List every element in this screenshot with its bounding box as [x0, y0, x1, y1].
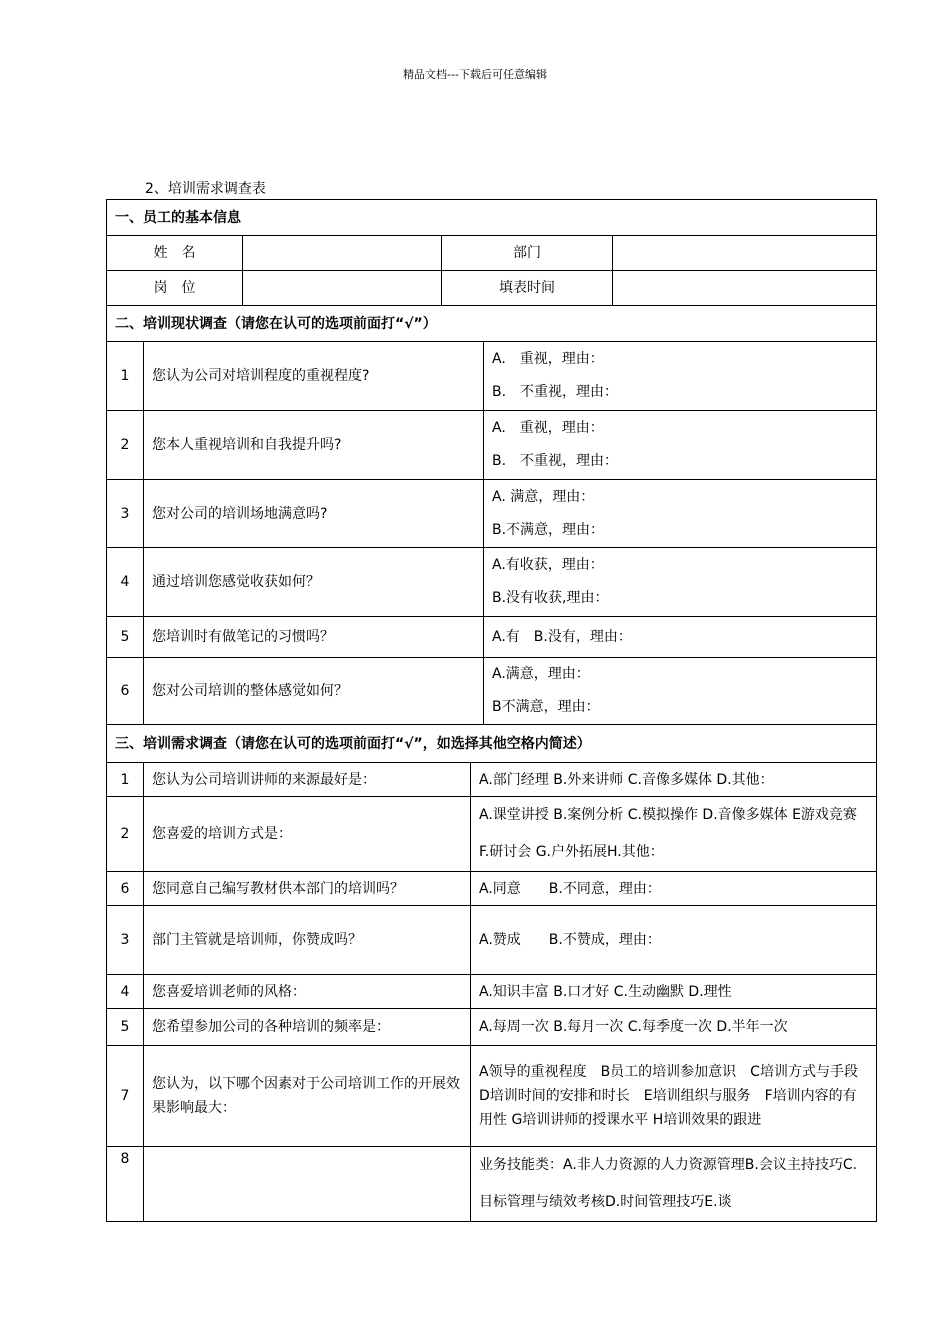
date-label: 填表时间 — [442, 271, 613, 306]
table-row — [107, 1046, 877, 1147]
page-header: 精品文档---下载后可任意编辑 — [403, 68, 547, 81]
question: 您认为公司对培训程度的重视程度? — [144, 342, 484, 411]
question: 您对公司的培训场地满意吗? — [144, 480, 484, 548]
option-a[interactable]: A.有收获，理由： — [492, 557, 604, 573]
answer-options[interactable] — [484, 658, 877, 725]
question: 您喜爱培训老师的风格： — [144, 975, 471, 1009]
question: 您认为，以下哪个因素对于公司培训工作的开展效果影响最大： — [144, 1046, 471, 1147]
question: 您同意自己编写教材供本部门的培训吗？ — [144, 872, 471, 906]
option-b[interactable]: B.没有收获,理由： — [492, 590, 609, 606]
row-number: 8 — [107, 1147, 144, 1222]
row-number: 4 — [107, 975, 144, 1009]
answer-options[interactable]: 业务技能类：A.非人力资源的人力资源管理B.会议主持技巧C.目标管理与绩效考核D.时间管理技巧E.谈 — [471, 1147, 877, 1222]
table-row — [107, 1009, 877, 1046]
row-number: 4 — [107, 548, 144, 617]
answer-options[interactable]: A.课堂讲授 B.案例分析 C.模拟操作 D.音像多媒体 E游戏竞赛 F.研讨会 G.户外拓展H.其他： — [471, 797, 877, 872]
row-number: 6 — [107, 658, 144, 725]
section3-heading: 三、培训需求调查（请您在认可的选项前面打“√”，如选择其他空格内简述） — [107, 725, 877, 763]
table-row — [107, 548, 877, 617]
training-needs-table — [106, 724, 877, 1222]
row-number: 2 — [107, 797, 144, 872]
basic-info-table — [106, 199, 877, 342]
answer-options[interactable]: A.知识丰富 B.口才好 C.生动幽默 D.理性 — [471, 975, 877, 1009]
answer-options[interactable]: A.赞成 B.不赞成，理由： — [471, 906, 877, 975]
date-field[interactable] — [613, 271, 877, 306]
answer-options[interactable] — [484, 411, 877, 480]
table-row — [107, 763, 877, 797]
section1-heading: 一、员工的基本信息 — [107, 200, 877, 236]
option-b[interactable]: B不满意，理由： — [492, 699, 600, 715]
question: 通过培训您感觉收获如何？ — [144, 548, 484, 617]
question: 您认为公司培训讲师的来源最好是： — [144, 763, 471, 797]
answer-options[interactable]: A.同意 B.不同意，理由： — [471, 872, 877, 906]
dept-label: 部门 — [442, 236, 613, 271]
option-a[interactable]: A. 满意，理由： — [492, 488, 595, 505]
question: 您喜爱的培训方式是： — [144, 797, 471, 872]
answer-options[interactable] — [484, 342, 877, 411]
position-field[interactable] — [243, 271, 442, 306]
row-number: 6 — [107, 872, 144, 906]
row-number: 3 — [107, 906, 144, 975]
option-a[interactable]: A. 重视，理由： — [492, 420, 604, 436]
table-row — [107, 480, 877, 548]
row-number: 7 — [107, 1046, 144, 1147]
table-row — [107, 797, 877, 872]
form-title: 2、培训需求调查表 — [145, 181, 266, 197]
answer-options[interactable]: A.有 B.没有，理由： — [484, 617, 877, 658]
option-b[interactable]: B. 不重视，理由： — [492, 453, 619, 469]
row-number: 2 — [107, 411, 144, 480]
option-b[interactable]: B. 不重视，理由： — [492, 384, 619, 400]
row-number: 1 — [107, 763, 144, 797]
training-status-table — [106, 341, 877, 725]
table-row — [107, 342, 877, 411]
option-a[interactable]: A.满意，理由： — [492, 666, 590, 682]
table-row — [107, 658, 877, 725]
row-number: 3 — [107, 480, 144, 548]
option-a[interactable]: A. 重视，理由： — [492, 351, 604, 367]
table-row — [107, 872, 877, 906]
question: 您希望参加公司的各种培训的频率是： — [144, 1009, 471, 1046]
name-label: 姓 名 — [107, 236, 243, 271]
position-label: 岗 位 — [107, 271, 243, 306]
question: 您本人重视培训和自我提升吗? — [144, 411, 484, 480]
name-field[interactable] — [243, 236, 442, 271]
question: 您培训时有做笔记的习惯吗？ — [144, 617, 484, 658]
question — [144, 1147, 471, 1222]
table-row — [107, 411, 877, 480]
answer-options[interactable]: A.部门经理 B.外来讲师 C.音像多媒体 D.其他： — [471, 763, 877, 797]
row-number: 5 — [107, 617, 144, 658]
table-row — [107, 1147, 877, 1222]
answer-options[interactable]: A领导的重视程度 B员工的培训参加意识 C培训方式与手段 D培训时间的安排和时长 E培训组织与服务 F培训内容的有用性 G培训讲师的授课水平 H培训效果的跟进 — [471, 1046, 877, 1147]
table-row — [107, 617, 877, 658]
row-number: 5 — [107, 1009, 144, 1046]
section2-heading: 二、培训现状调查（请您在认可的选项前面打“√”） — [107, 306, 877, 342]
answer-options[interactable]: A.每周一次 B.每月一次 C.每季度一次 D.半年一次 — [471, 1009, 877, 1046]
table-row — [107, 906, 877, 975]
row-number: 1 — [107, 342, 144, 411]
answer-options[interactable] — [484, 548, 877, 617]
question: 部门主管就是培训师，你赞成吗？ — [144, 906, 471, 975]
answer-options[interactable] — [484, 480, 877, 548]
table-row — [107, 975, 877, 1009]
dept-field[interactable] — [613, 236, 877, 271]
option-b[interactable]: B.不满意，理由： — [492, 521, 605, 538]
question: 您对公司培训的整体感觉如何？ — [144, 658, 484, 725]
